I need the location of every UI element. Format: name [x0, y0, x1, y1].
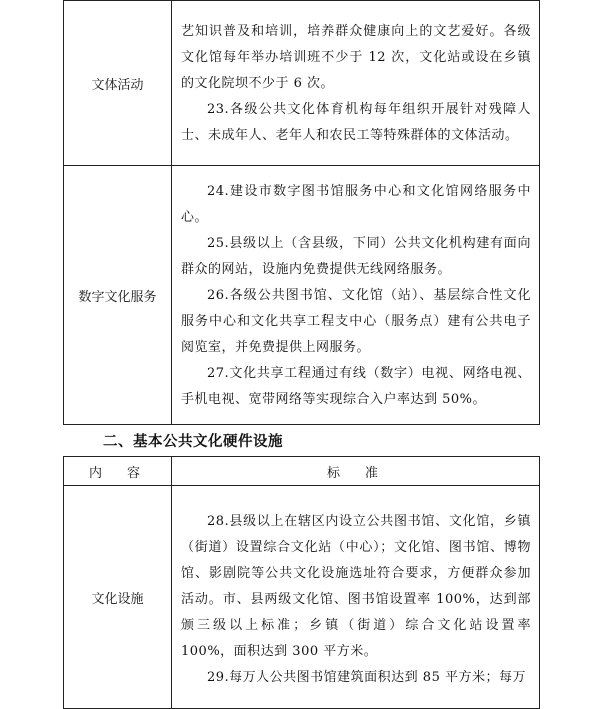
row-content-cultural-sports [172, 1, 540, 166]
paragraph-23: 23.各级公共文化体育机构每年组织开展针对残障人士、未成年人、老年人和农民工等特殊群体的文体活动。 [181, 102, 531, 143]
paragraph-28: 28.县级以上在辖区内设立公共图书馆、文化馆，乡镇（街道）设置综合文化站（中心）；文化馆、图书馆、博物馆、影剧院等公共文化设施选址符合要求，方便群众参加活动。市、县两级文化馆、图书馆设置率 100%，达到部颁三级以上标准；乡镇（街道）综合文化站设置率 100%，面积达到 300 平方米。 [181, 514, 531, 659]
standards-table-part2 [63, 456, 540, 709]
header-content: 内 容 [64, 457, 172, 486]
row-label-digital-culture: 数字文化服务 [64, 166, 172, 425]
row-content-digital-culture [172, 166, 540, 425]
paragraph-26: 26.各级公共图书馆、文化馆（站）、基层综合性文化服务中心和文化共享工程支中心（服务点）建有公共电子阅览室，并免费提供上网服务。 [181, 288, 531, 355]
row-label-cultural-sports: 文体活动 [64, 1, 172, 166]
table-row [64, 1, 540, 166]
paragraph-25: 25.县级以上（含县级，下同）公共文化机构建有面向群众的网站，设施内免费提供无线网络服务。 [181, 236, 531, 277]
paragraph-29: 29.每万人公共图书馆建筑面积达到 85 平方米；每万 [207, 670, 526, 685]
row-label-cultural-facilities: 文化设施 [64, 486, 172, 709]
table-row [64, 486, 540, 709]
row-content-cultural-facilities [172, 486, 540, 709]
paragraph-27: 27.文化共享工程通过有线（数字）电视、网络电视、手机电视、宽带网络等实现综合入户率达到 50%。 [181, 366, 531, 407]
standards-table-part1 [63, 0, 540, 425]
header-standard: 标 准 [172, 457, 540, 486]
table-row [64, 166, 540, 425]
section-heading: 二、基本公共文化硬件设施 [103, 434, 283, 450]
paragraph: 艺知识普及和培训，培养群众健康向上的文艺爱好。各级文化馆每年举办培训班不少于 12 次，文化站或设在乡镇的文化院坝不少于 6 次。 [181, 24, 531, 91]
table-header-row [64, 457, 540, 486]
paragraph-24: 24.建设市数字图书馆服务中心和文化馆网络服务中心。 [181, 184, 531, 225]
